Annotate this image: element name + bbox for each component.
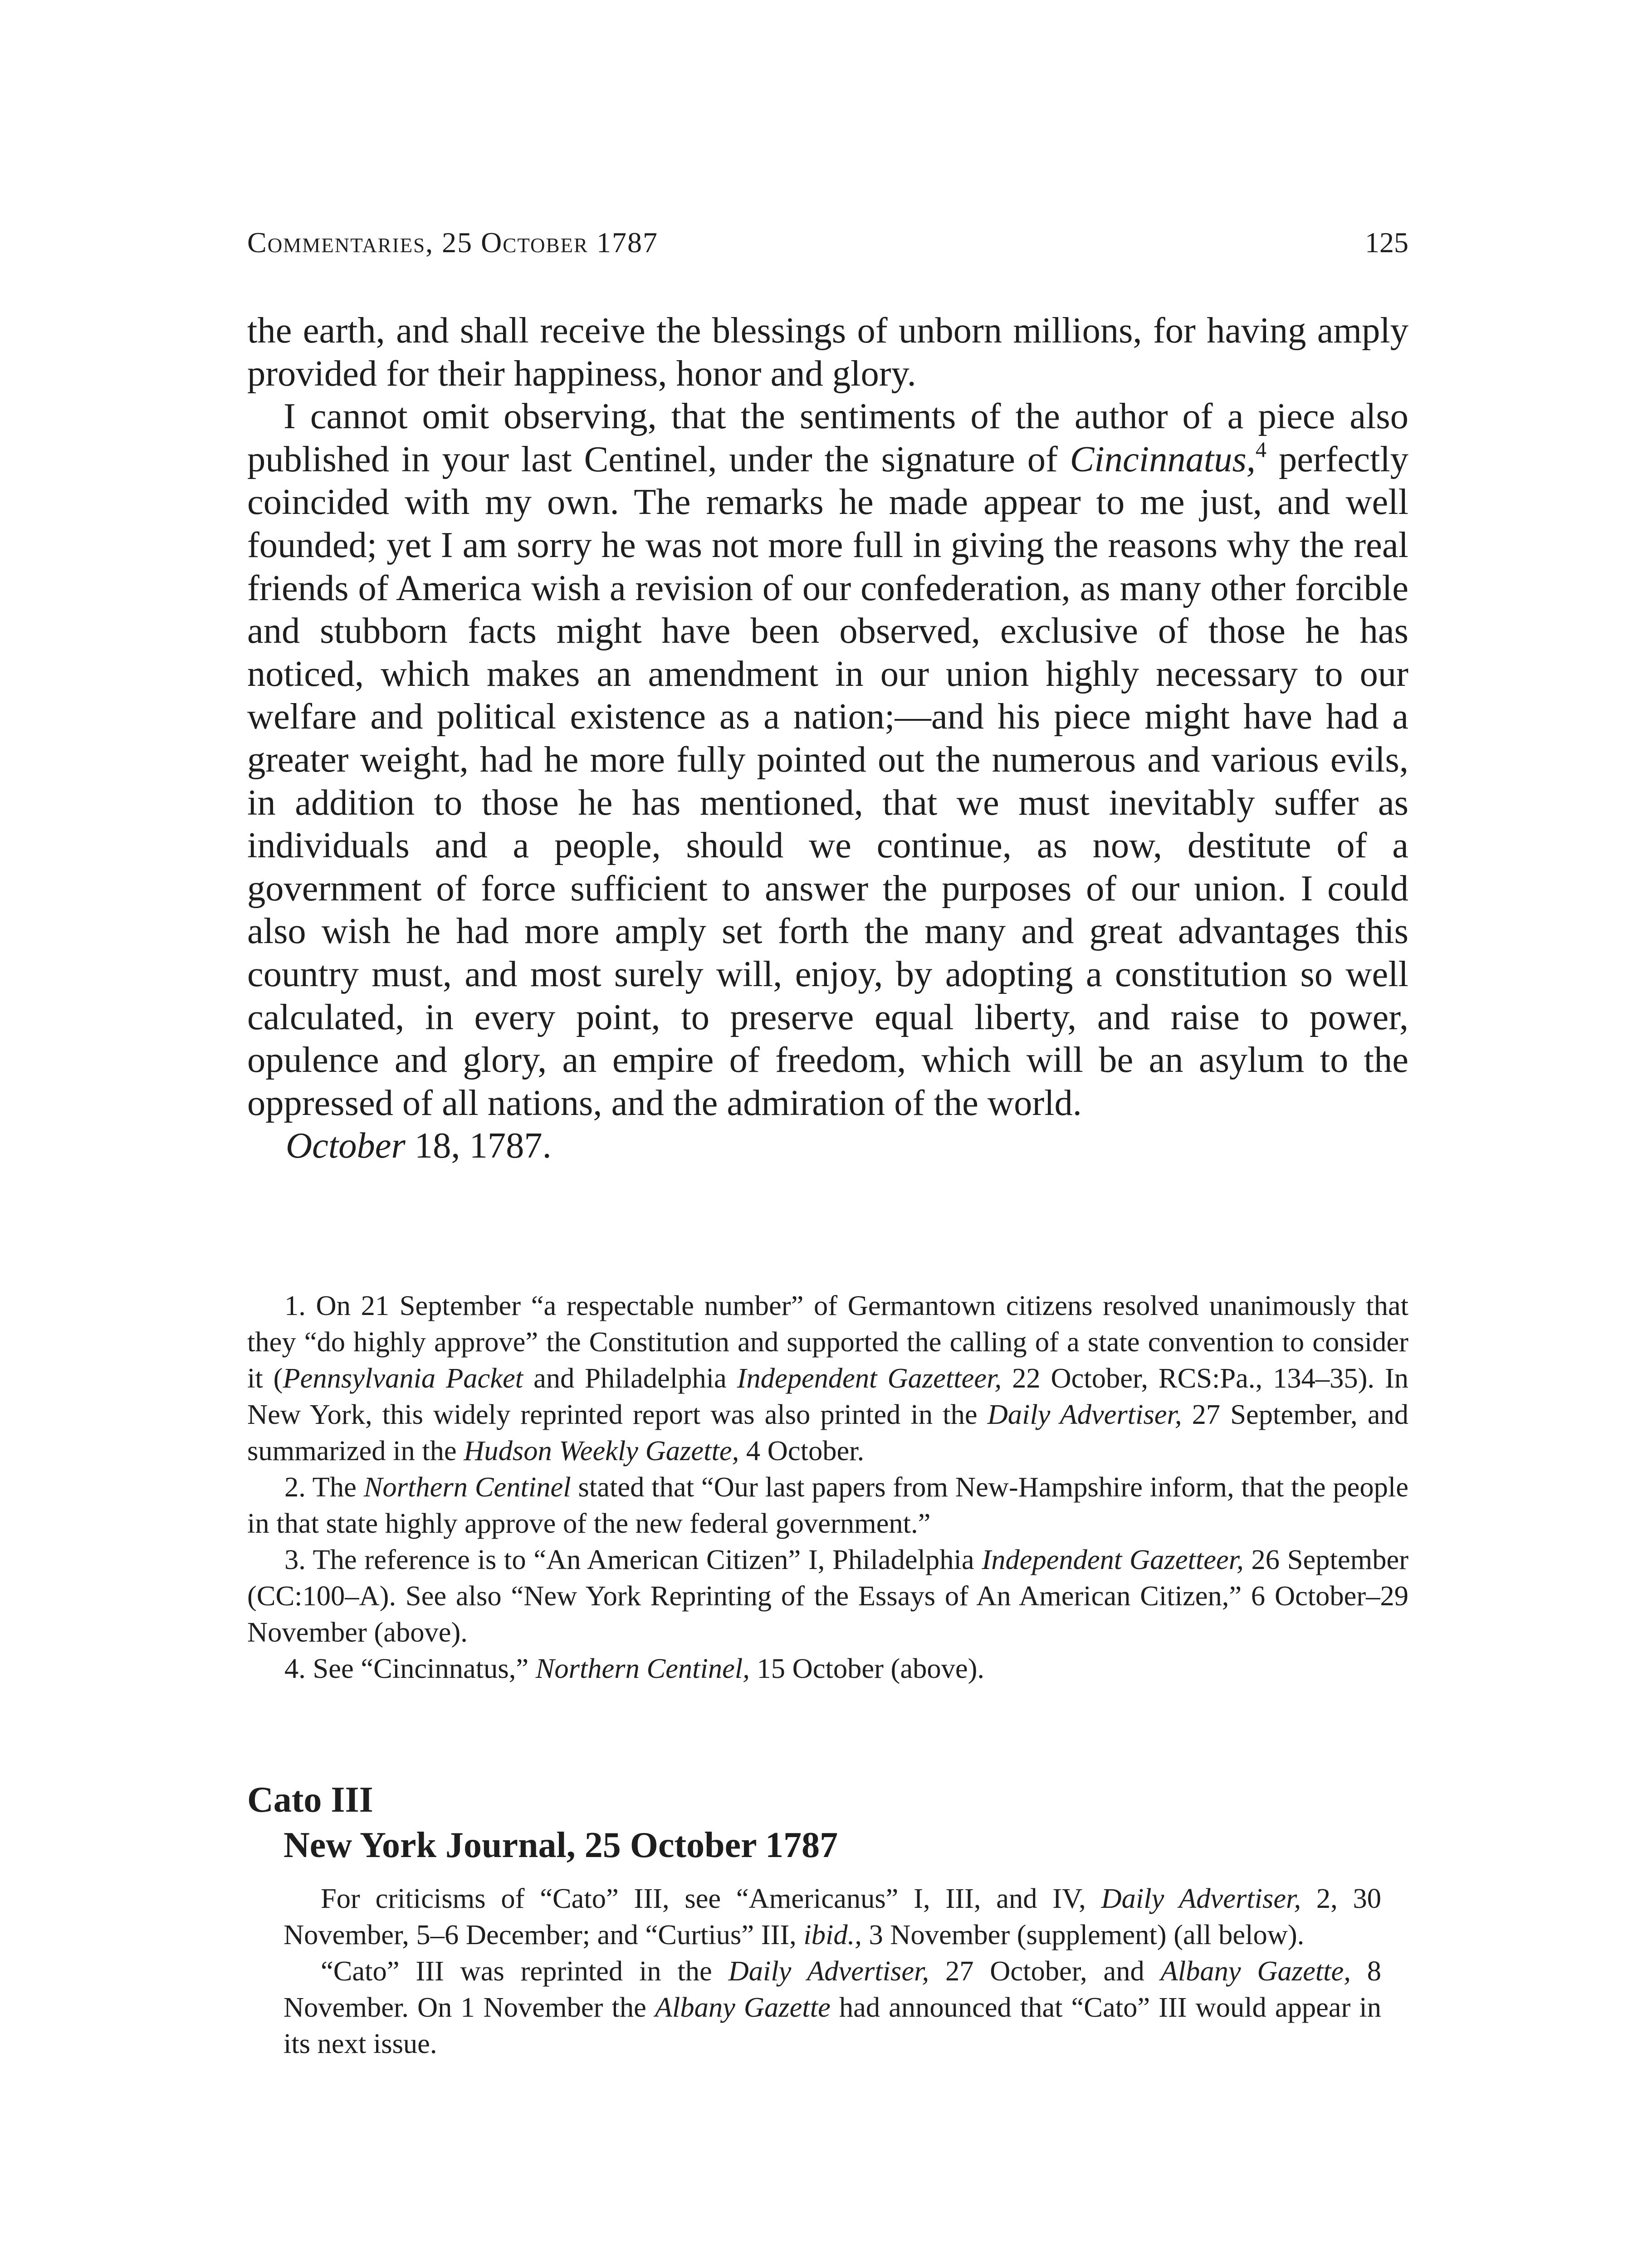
headnote-2-text-b: 27 October, and: [929, 1955, 1161, 1987]
footnote-1-text-b: and Philadelphia: [523, 1362, 737, 1394]
footnote-1-text-e: 4 October.: [739, 1435, 865, 1466]
body-text: [247, 309, 1408, 1168]
footnote-4-text-b: 15 October (above).: [749, 1652, 985, 1684]
footnote-1-italic-d: Hudson Weekly Gazette,: [464, 1435, 739, 1466]
footnote-1: [247, 1287, 1408, 1469]
document-title: Cato III: [247, 1780, 373, 1820]
footnote-4-italic: Northern Centinel,: [535, 1652, 750, 1684]
headnote-1-italic-b: ibid.,: [803, 1919, 862, 1950]
footnote-ref-4: 4: [1255, 438, 1267, 462]
document-subtitle: New York Journal, 25 October 1787: [284, 1825, 838, 1865]
headnote-2-text-c: 8 November. On 1 November the: [284, 1955, 1381, 2023]
footnote-4-text-a: 4. See “Cincinnatus,”: [284, 1652, 536, 1684]
footnotes: [247, 1287, 1408, 1686]
body-paragraph-2: [247, 395, 1408, 1124]
footnote-2-text-b: stated that “Our last papers from New-Hampshire inform, that the people in that state highly approve of the new federal government.”: [247, 1471, 1408, 1539]
footnote-1-text-d: 27 September, and summarized in the: [247, 1398, 1408, 1466]
footnote-1-italic-c: Daily Advertiser,: [987, 1398, 1182, 1430]
headnote-2-italic-b: Albany Gazette,: [1160, 1955, 1351, 1987]
page-number: 125: [1365, 226, 1408, 259]
body-paragraph-2-text-a: I cannot omit observing, that the sentiments of the author of a piece also published in your last Centinel, under the signature of: [247, 396, 1408, 479]
dateline: [247, 1124, 1408, 1168]
footnote-1-italic-a: Pennsylvania Packet: [283, 1362, 523, 1394]
footnote-1-text-c: 22 October, RCS:Pa., 134–35). In New York, this widely reprinted report was also printed in the: [247, 1362, 1409, 1430]
footnote-3-text-a: 3. The reference is to “An American Citizen” I, Philadelphia: [284, 1544, 982, 1575]
running-head-title: Commentaries, 25 October 1787: [247, 226, 659, 259]
footnote-2-text-a: 2. The: [284, 1471, 364, 1503]
footnote-1-text-a: 1. On 21 September “a respectable number” of Germantown citizens resolved unanimously that they “do highly approve” the Constitution and supported the calling of a state convention to consider it (: [247, 1290, 1408, 1394]
footnote-2: [247, 1469, 1408, 1541]
headnote: [284, 1880, 1381, 2062]
cincinnatus-italic: Cincinnatus,: [1070, 439, 1256, 479]
headnote-2-italic-c: Albany Gazette: [655, 1991, 831, 2023]
footnote-2-italic: Northern Centinel: [363, 1471, 571, 1503]
footnote-4: [247, 1650, 1408, 1686]
body-paragraph-1-text: the earth, and shall receive the blessings of unborn millions, for having amply provided for their happiness, honor and glory.: [247, 310, 1408, 394]
headnote-2-text-d: had announced that “Cato” III would appear in its next issue.: [284, 1991, 1381, 2059]
dateline-month: October: [286, 1125, 406, 1166]
footnote-3-italic: Independent Gazetteer,: [982, 1544, 1244, 1575]
body-paragraph-1: [247, 309, 1408, 395]
headnote-paragraph-1: [284, 1880, 1381, 1953]
footnote-3-text-b: 26 September (CC:100–A). See also “New York Reprinting of the Essays of An American Citizen,” 6 October–29 November (above).: [247, 1544, 1409, 1648]
headnote-1-text-b: 2, 30 November, 5–6 December; and “Curtius” III,: [284, 1882, 1382, 1950]
footnote-3: [247, 1541, 1408, 1650]
headnote-1-text-c: 3 November (supplement) (all below).: [861, 1919, 1305, 1950]
headnote-2-italic-a: Daily Advertiser,: [728, 1955, 929, 1987]
footnote-1-italic-b: Independent Gazetteer,: [737, 1362, 1002, 1394]
headnote-1-italic-a: Daily Advertiser,: [1101, 1882, 1301, 1914]
headnote-1-text-a: For criticisms of “Cato” III, see “Americanus” I, III, and IV,: [321, 1882, 1101, 1914]
body-paragraph-2-text-b: perfectly coincided with my own. The remarks he made appear to me just, and well founded; yet I am sorry he was not more full in giving the reasons why the real friends of America wish a revision of our confederation, as many other forcible and stubborn facts might have been observed, exclusive of those he has noticed, which makes an amendment in our union highly necessary to our welfare and political existence as a nation;—and his piece might have had a greater weight, had he more fully pointed out the numerous and various evils, in addition to those he has mentioned, that we must inevitably suffer as individuals and a people, should we continue, as now, destitute of a government of force sufficient to answer the purposes of our union. I could also wish he had more amply set forth the many and great advantages this country must, and most surely will, enjoy, by adopting a constitution so well calculated, in every point, to preserve equal liberty, and raise to power, opulence and glory, an empire of freedom, which will be an asylum to the oppressed of all nations, and the admiration of the world.: [247, 439, 1408, 1123]
headnote-2-text-a: “Cato” III was reprinted in the: [321, 1955, 728, 1987]
dateline-rest: 18, 1787.: [405, 1125, 552, 1166]
headnote-paragraph-2: [284, 1953, 1381, 2062]
